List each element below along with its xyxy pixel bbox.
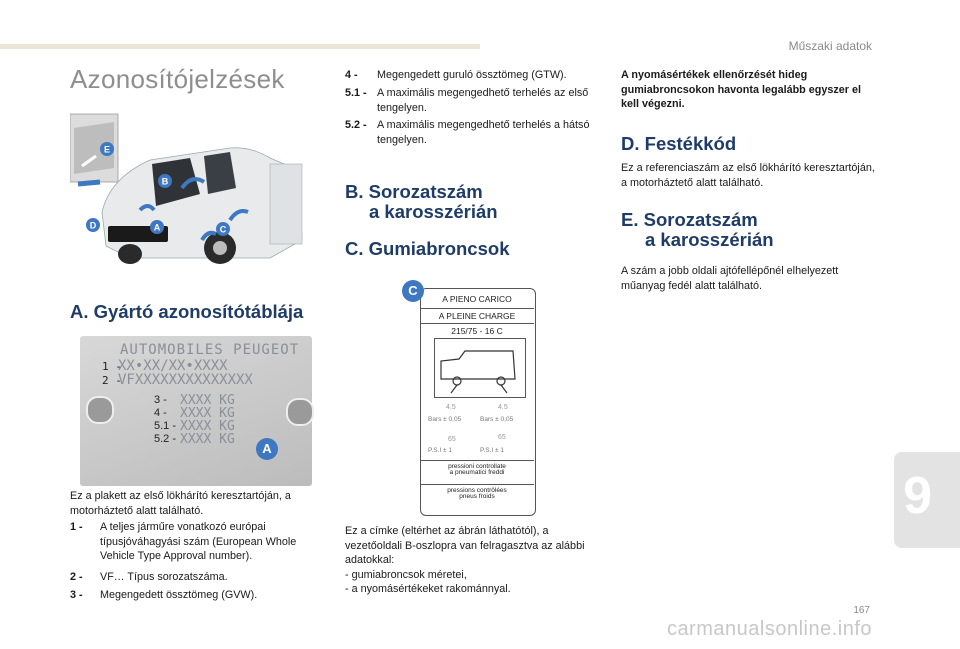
plate-badge: A	[256, 438, 278, 460]
section-title: Műszaki adatok	[788, 39, 872, 53]
tyre-label-description: Ez a címke (eltérhet az ábrán láthatótól), a vezetőoldali B-oszlopra van felragasztva az alábbi adatokkal:	[345, 525, 585, 566]
pressure-check-note: A nyomásértékek ellenőrzését hideg gumiabroncsokon havonta legalább egyszer el kell végezni.	[621, 69, 861, 110]
manufacturer-plate	[80, 336, 312, 486]
tyre-pressure-label: C A PIENO CARICO A PLEINE CHARGE 215/75 - 16 C 4.5 4.5 Bars ± 0,05 Bars ± 0,05 65 65 P.S.I ± 1 P.S.I ± 1 pressioni controllate a pneumatici freddi pressions contrôlées pneus froids	[402, 280, 535, 514]
plate-row-1-num: 1 -	[102, 360, 122, 373]
svg-text:A: A	[153, 222, 161, 233]
plate-maker: AUTOMOBILES PEUGEOT	[120, 342, 300, 358]
svg-text:D: D	[89, 220, 97, 231]
van-badge-c	[216, 222, 230, 241]
chapter-number: 9	[903, 467, 932, 525]
serial-location-text: A szám a jobb oldali ajtófellépőnél elhelyezett műanyag fedél alatt található.	[621, 265, 839, 292]
van-badge-a	[150, 220, 164, 239]
watermark: carmanualsonline.info	[666, 618, 872, 640]
plate-row-5-val: XXXX KG	[180, 419, 235, 434]
heading-a: A. Gyártó azonosítótáblája	[70, 301, 304, 322]
plate-legend-list: 1 - A teljes járműre vonatkozó európai típusjóváhagyási szám (European Whole Vehicle Type Approval number). 2 - VF… Típus sorozatszáma. 3 - Megengedett össztömeg (GVW).	[70, 521, 297, 601]
heading-d: D. Festékkód	[621, 133, 737, 154]
weight-legend-list: 4 - Megengedett guruló össztömeg (GTW). 5.1 - A maximális megengedhető terhelés az első tengelyen. 5.2 - A maximális megengedhető terhelés a hátsó tengelyen.	[345, 69, 590, 146]
plate-row-2-val: VFXXXXXXXXXXXXXX	[118, 372, 253, 388]
label-badge: C	[402, 280, 424, 302]
header-rule	[0, 44, 480, 49]
plate-row-4-val: XXXX KG	[180, 406, 235, 421]
page-number: 167	[853, 605, 870, 616]
list-item: - gumiabroncsok méretei,	[345, 569, 467, 581]
plate-row-1-val: XX•XX/XX•XXXX	[118, 358, 228, 374]
heading-b: B. Sorozatszám a karosszérián	[345, 181, 498, 222]
van-icon	[434, 338, 526, 398]
heading-c: C. Gumiabroncsok	[345, 238, 510, 259]
page-title: Azonosítójelzések	[70, 64, 285, 94]
heading-e: E. Sorozatszám a karosszérián	[621, 209, 774, 250]
plate-row-6-val: XXXX KG	[180, 432, 235, 447]
van-badge-e	[100, 142, 114, 161]
plate-row-3-num: 3 -	[154, 394, 167, 406]
plate-row-4-num: 4 -	[154, 407, 167, 419]
van-illustration	[70, 108, 306, 286]
plate-location-text: Ez a plakett az első lökhárító keresztartóján, a motorháztető alatt található.	[70, 490, 291, 517]
plate-row-5-num: 5.1 -	[154, 420, 177, 432]
svg-text:C: C	[219, 224, 227, 235]
svg-text:B: B	[161, 176, 169, 187]
list-item: - a nyomásértékeket rakománnyal.	[345, 583, 511, 595]
van-badge-d	[86, 218, 100, 237]
plate-row-6-num: 5.2 -	[154, 433, 177, 445]
paint-code-text: Ez a referenciaszám az első lökhárító keresztartóján, a motorháztető alatt található.	[621, 162, 875, 189]
plate-row-2-num: 2 -	[102, 374, 122, 387]
plate-row-3-val: XXXX KG	[180, 393, 235, 408]
van-badge-b	[158, 174, 172, 193]
svg-text:E: E	[103, 144, 111, 155]
